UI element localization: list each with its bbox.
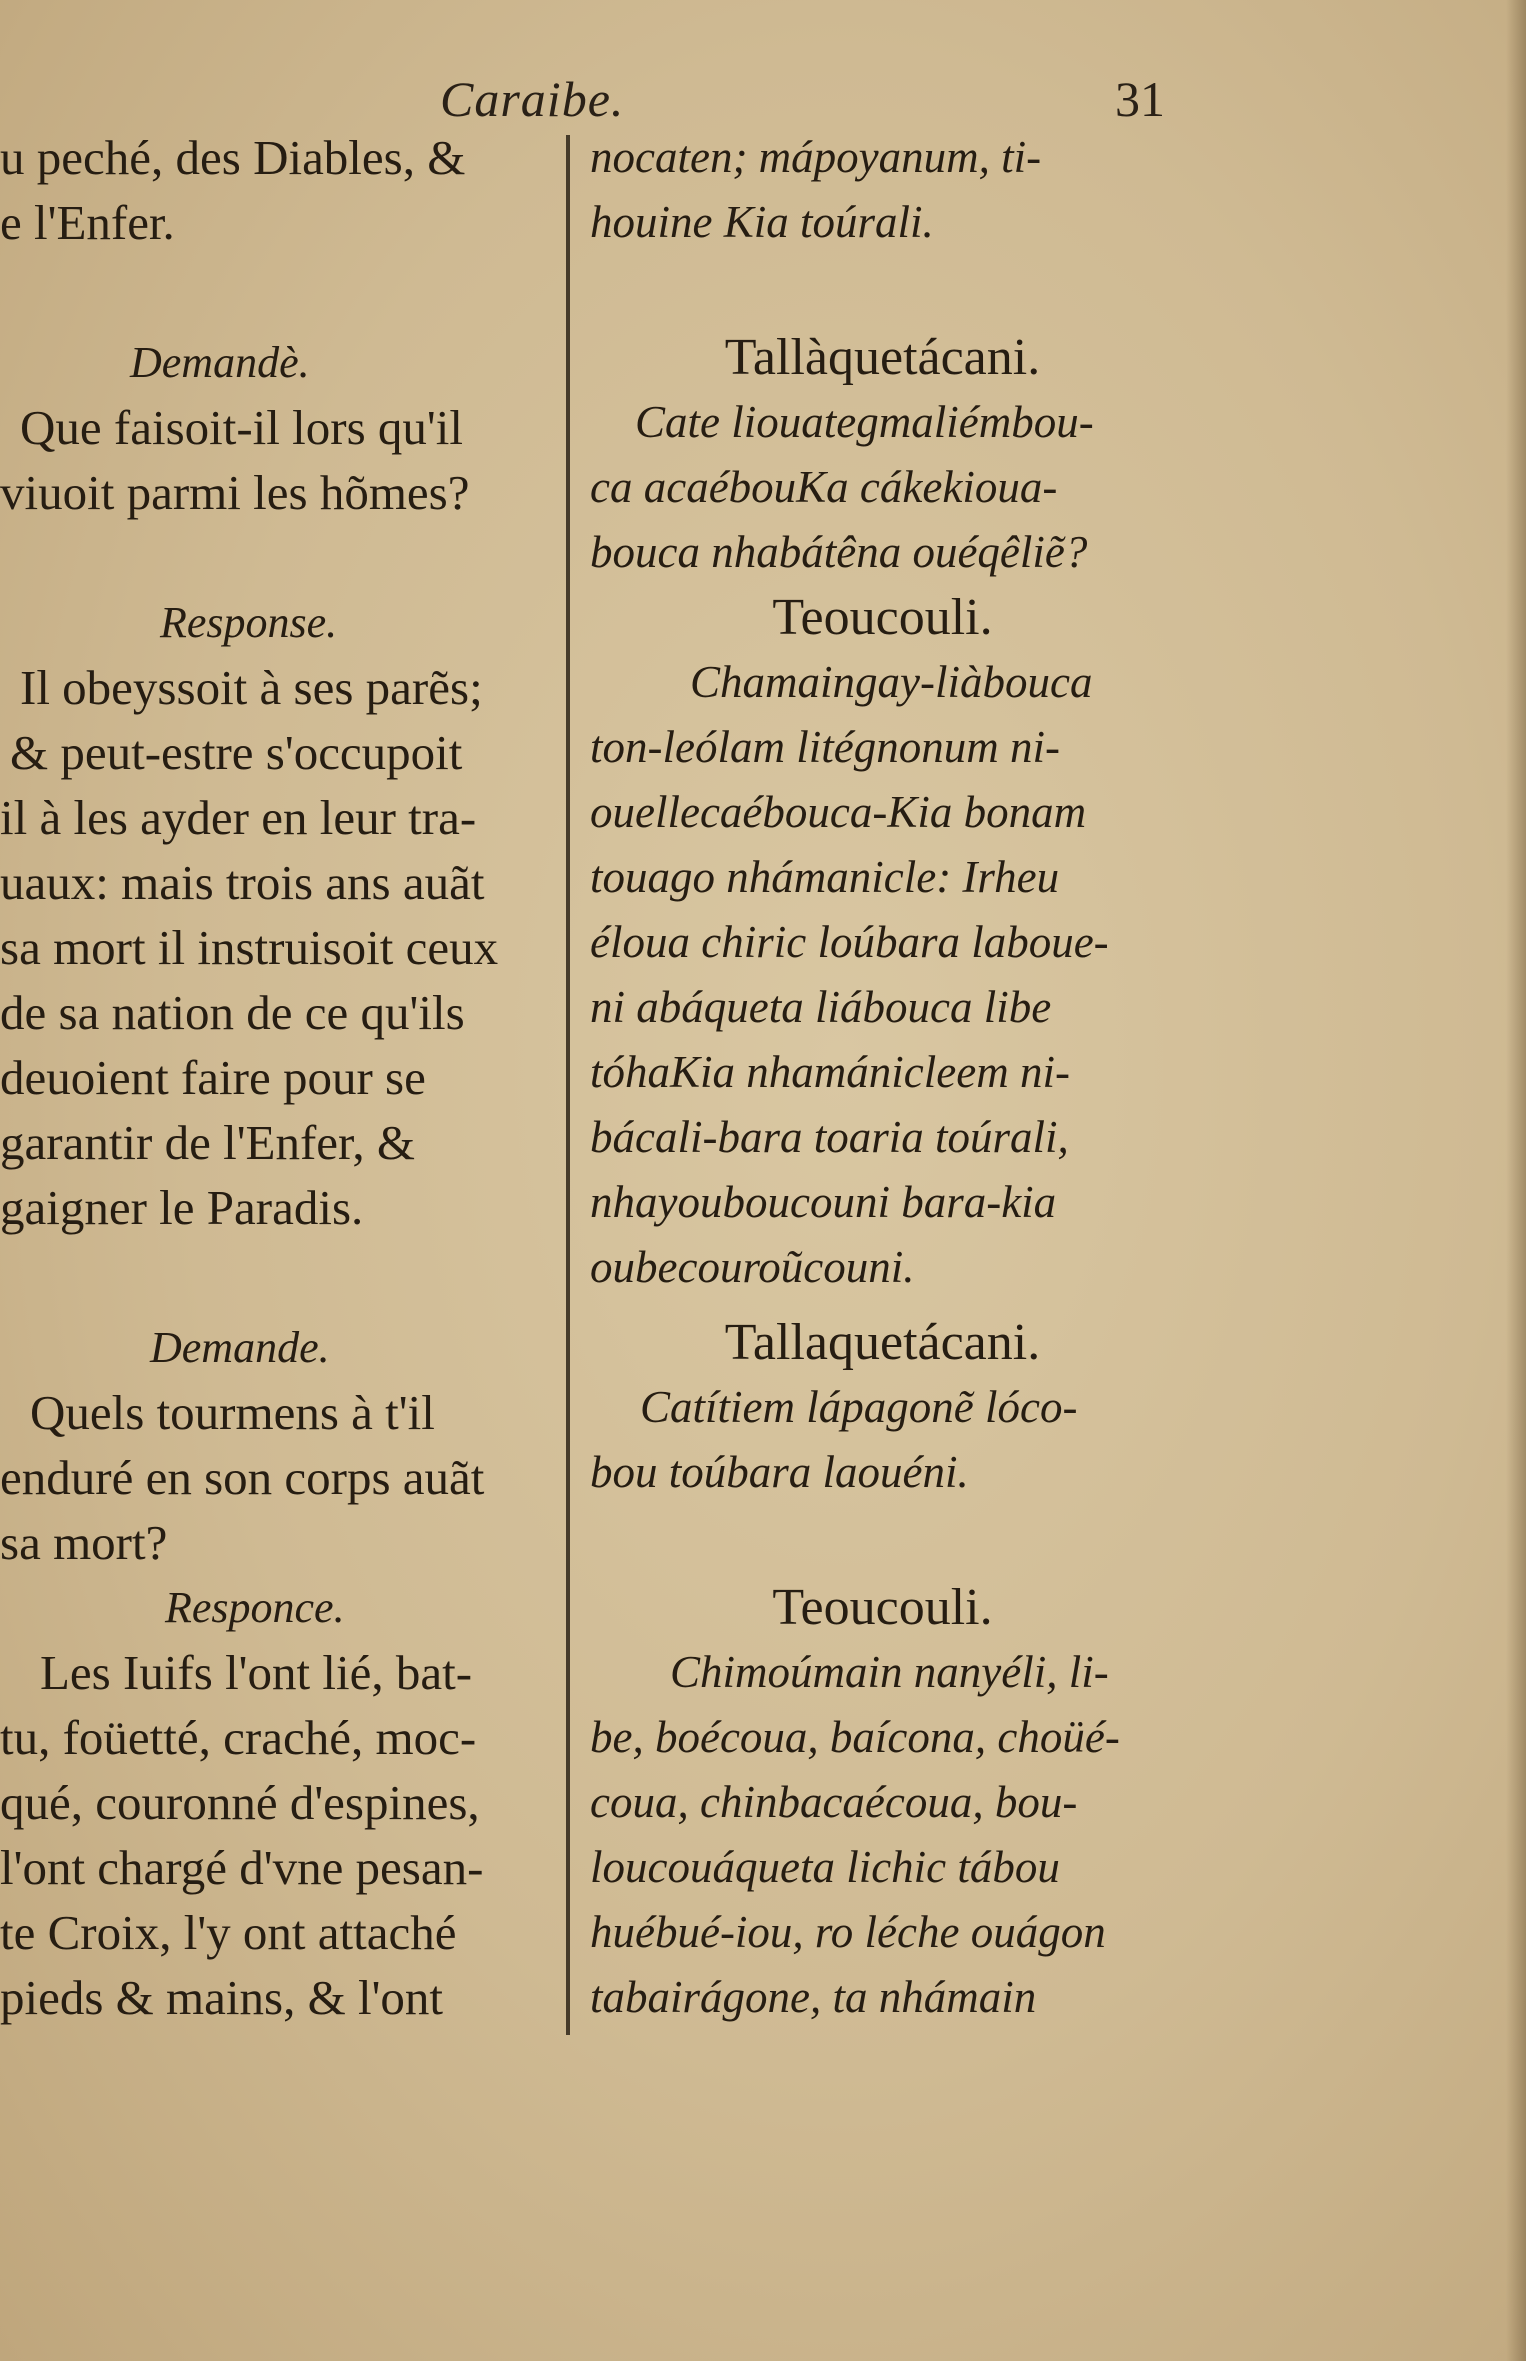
left-line: garantir de l'Enfer, &: [0, 1115, 416, 1170]
left-column-french: [0, 125, 555, 255]
left-line: de sa nation de ce qu'ils: [0, 985, 465, 1040]
column-divider: [566, 135, 570, 2035]
right-line: ouellecaébouca-Kia bonam: [590, 787, 1087, 837]
left-responce-2: [0, 1575, 555, 2030]
right-line: Catítiem lápagonẽ lóco-: [640, 1382, 1078, 1432]
right-block-2: [590, 585, 1175, 1300]
right-line: tabairágone, ta nhámain: [590, 1972, 1037, 2022]
right-line: oubecouroũcouni.: [590, 1242, 915, 1292]
left-line: pieds & mains, & l'ont: [0, 1970, 444, 2025]
right-line: nhayouboucouni bara-kia: [590, 1177, 1057, 1227]
left-line: & peut-estre s'occupoit: [10, 725, 463, 780]
right-line: Chimoúmain nanyéli, li-: [670, 1647, 1109, 1697]
left-line: enduré en son corps auãt: [0, 1450, 485, 1505]
right-block-1: [590, 325, 1175, 585]
right-line: Cate liouategmaliémbou-: [635, 397, 1094, 447]
right-line: bouca nhabátêna ouéqêliẽ?: [590, 527, 1088, 577]
left-responce-1: [0, 590, 555, 1240]
left-demande-2: [0, 1315, 555, 1575]
right-line: bou toúbara laouéni.: [590, 1447, 969, 1497]
page-edge-shadow: [1506, 0, 1526, 2361]
right-line: loucouáqueta lichic tábou: [590, 1842, 1060, 1892]
right-line: nocaten; mápoyanum, ti-: [590, 132, 1042, 182]
right-line: ca acaébouKa cákekioua-: [590, 462, 1058, 512]
right-line: ton-leólam litégnonum ni-: [590, 722, 1060, 772]
running-title: Caraibe.: [440, 71, 625, 127]
question-heading: Demandè.: [130, 338, 310, 387]
right-line: coua, chinbacaécoua, bou-: [590, 1777, 1078, 1827]
left-line: tu, foüetté, craché, moc-: [0, 1710, 477, 1765]
left-line: Les Iuifs l'ont lié, bat-: [40, 1645, 473, 1700]
left-line: uaux: mais trois ans auãt: [0, 855, 485, 910]
right-line: bácali-bara toaria toúrali,: [590, 1112, 1069, 1162]
left-line: Quels tourmens à t'il: [30, 1385, 435, 1440]
left-line: sa mort il instruisoit ceux: [0, 920, 499, 975]
page-number: 31: [1115, 71, 1165, 127]
right-block-4: [590, 1575, 1175, 2030]
left-line: u peché, des Diables, &: [0, 130, 466, 185]
right-line: ni abáqueta liábouca libe: [590, 982, 1052, 1032]
question-heading-carib: Tallaquetácani.: [724, 1314, 1041, 1371]
left-line: deuoient faire pour se: [0, 1050, 426, 1105]
left-line: qué, couronné d'espines,: [0, 1775, 480, 1830]
left-line: l'ont chargé d'vne pesan-: [0, 1840, 484, 1895]
left-line: viuoit parmi les hõmes?: [0, 465, 470, 520]
right-line: Chamaingay-liàbouca: [690, 657, 1093, 707]
right-line: tóhaKia nhamánicleem ni-: [590, 1047, 1070, 1097]
right-block-3: [590, 1310, 1175, 1505]
left-demande-1: [0, 330, 555, 525]
left-line: il à les ayder en leur tra-: [0, 790, 477, 845]
right-line: be, boécoua, baícona, choüé-: [590, 1712, 1120, 1762]
left-line: Que faisoit-il lors qu'il: [20, 400, 463, 455]
question-heading: Demande.: [150, 1323, 330, 1372]
answer-heading: Response.: [160, 598, 338, 647]
left-line: te Croix, l'y ont attaché: [0, 1905, 457, 1960]
right-line: touago nhámanicle: Irheu: [590, 852, 1060, 902]
left-line: sa mort?: [0, 1515, 168, 1570]
right-line: houine Kia toúrali.: [590, 197, 934, 247]
question-heading-carib: Tallàquetácani.: [724, 329, 1041, 386]
answer-heading-carib: Teoucouli.: [772, 1579, 993, 1636]
right-line: éloua chiric loúbara laboue-: [590, 917, 1109, 967]
left-line: gaigner le Paradis.: [0, 1180, 364, 1235]
left-line: e l'Enfer.: [0, 195, 175, 250]
right-column-carib: [590, 125, 1175, 255]
right-line: huébué-iou, ro léche ouágon: [590, 1907, 1106, 1957]
answer-heading-carib: Teoucouli.: [772, 589, 993, 646]
answer-heading: Responce.: [165, 1583, 345, 1632]
left-line: Il obeyssoit à ses parẽs;: [20, 660, 483, 715]
